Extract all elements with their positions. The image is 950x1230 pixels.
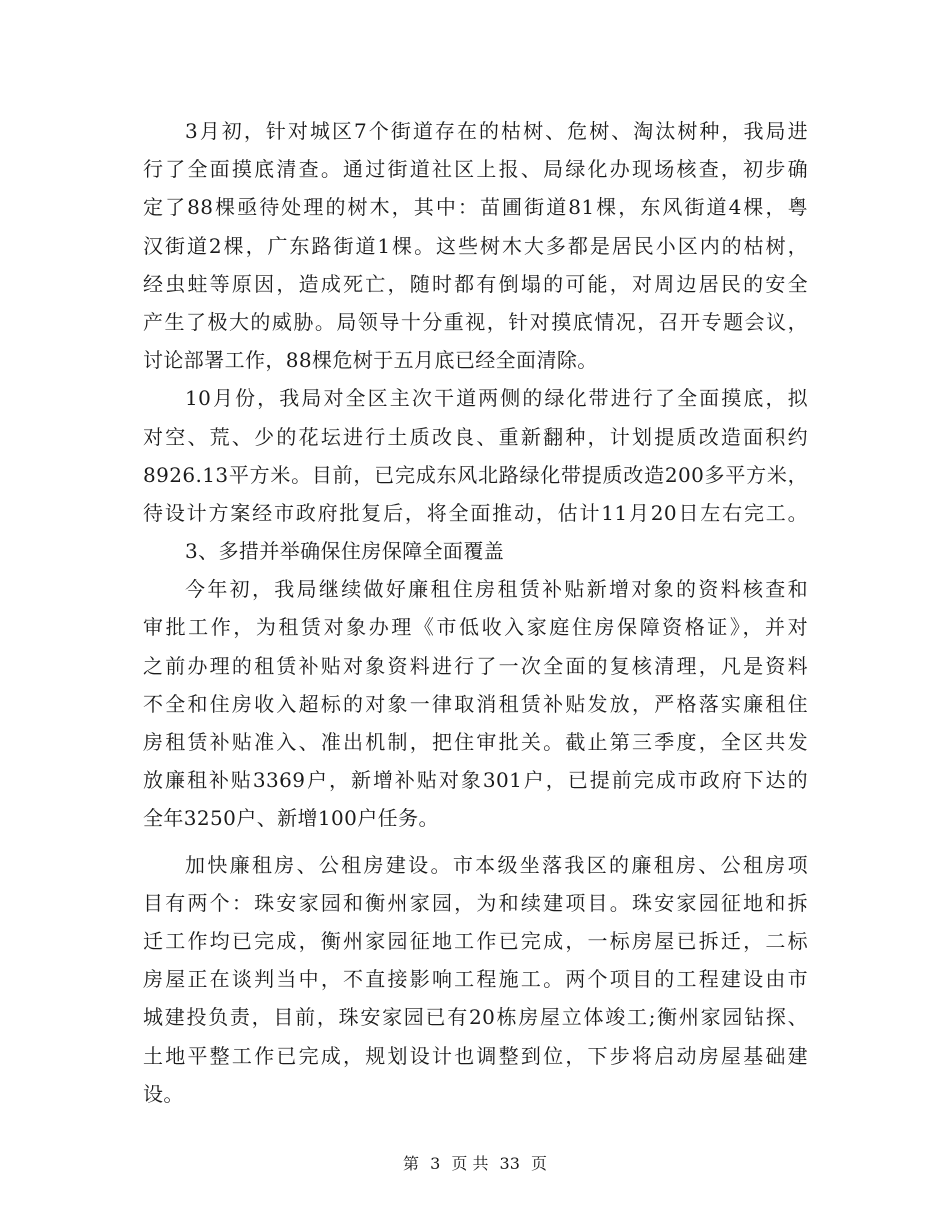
document-body [143, 112, 808, 1113]
text-line: 10月份，我局对全区主次干道两侧的绿化带进行了全面摸底，拟 [185, 386, 808, 411]
text-line: 加快廉租房、公租房建设。市本级坐落我区的廉租房、公租房项 [185, 852, 808, 877]
text-line: 定了88棵亟待处理的树木，其中：苗圃街道81棵，东风街道4棵，粤 [143, 195, 808, 220]
text-line: 迁工作均已完成，衡州家园征地工作已完成，一标房屋已拆迁，二标 [143, 928, 808, 953]
text-line: 土地平整工作已完成，规划设计也调整到位，下步将启动房屋基础建 [143, 1043, 808, 1068]
paragraph-tree-removal [143, 112, 808, 379]
footer-prefix: 第 [402, 1154, 419, 1173]
text-line: 房屋正在谈判当中，不直接影响工程施工。两个项目的工程建设由市 [143, 967, 808, 992]
section-heading [143, 532, 808, 570]
text-line: 全年3250户、新增100户任务。 [143, 806, 439, 831]
paragraph-rent-subsidy [143, 570, 808, 837]
text-line: 设。 [143, 1081, 184, 1106]
page-footer [0, 1152, 950, 1176]
text-line: 今年初，我局继续做好廉租住房租赁补贴新增对象的资料核查和 [185, 577, 808, 602]
text-line: 汉街道2棵，广东路街道1棵。这些树木大多都是居民小区内的枯树， [143, 233, 808, 258]
paragraph-public-housing [143, 846, 808, 1113]
text-line: 3月初，针对城区7个街道存在的枯树、危树、淘汰树种，我局进 [185, 119, 808, 143]
text-line: 待设计方案经市政府批复后，将全面推动，估计11月20日左右完工。 [143, 500, 808, 525]
text-line: 讨论部署工作，88棵危树于五月底已经全面清除。 [143, 348, 598, 373]
text-line: 城建投负责，目前，珠安家园已有20栋房屋立体竣工;衡州家园钻探、 [143, 1005, 808, 1030]
text-line: 不全和住房收入超标的对象一律取消租赁补贴发放，严格落实廉租住 [143, 691, 808, 716]
paragraph-gap [143, 838, 808, 846]
current-page-number: 3 [430, 1154, 441, 1173]
section-heading-text: 3、多措并举确保住房保障全面覆盖 [185, 539, 505, 564]
text-line: 审批工作，为租赁对象办理《市低收入家庭住房保障资格证》，并对 [143, 615, 808, 640]
text-line: 对空、荒、少的花坛进行土质改良、重新翻种，计划提质改造面积约 [143, 424, 808, 449]
text-line: 行了全面摸底清查。通过街道社区上报、局绿化办现场核查，初步确 [143, 157, 808, 182]
footer-middle: 页 共 [451, 1154, 489, 1173]
total-pages-number: 33 [499, 1154, 520, 1173]
footer-suffix: 页 [531, 1154, 548, 1173]
text-line: 8926.13平方米。目前，已完成东风北路绿化带提质改造200多平方米， [143, 462, 808, 487]
text-line: 房租赁补贴准入、准出机制，把住审批关。截止第三季度，全区共发 [143, 730, 808, 754]
text-line: 之前办理的租赁补贴对象资料进行了一次全面的复核清理，凡是资料 [143, 653, 808, 678]
paragraph-green-belt [143, 379, 808, 532]
text-line: 目有两个：珠安家园和衡州家园，为和续建项目。珠安家园征地和拆 [143, 890, 808, 915]
text-line: 经虫蛀等原因，造成死亡，随时都有倒塌的可能，对周边居民的安全 [143, 271, 808, 296]
text-line: 放廉租补贴3369户，新增补贴对象301户，已提前完成市政府下达的 [143, 768, 808, 793]
text-line: 产生了极大的威胁。局领导十分重视，针对摸底情况，召开专题会议， [143, 309, 808, 334]
